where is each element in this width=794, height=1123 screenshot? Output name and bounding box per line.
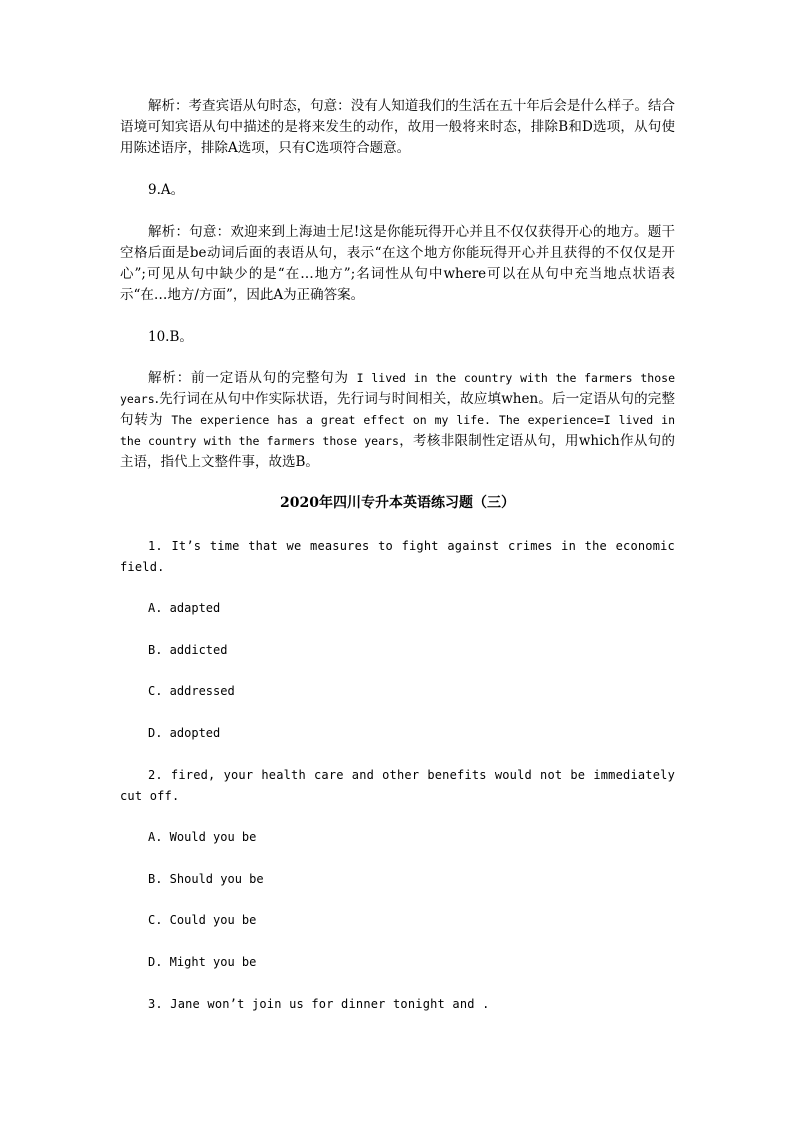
explanation-10 — [120, 368, 675, 473]
explanation-10-part1: 解析：前一定语从句的完整句为 — [148, 370, 349, 386]
question-2-stem: 2. fired, your health care and other benefits would not be immediately cut off. — [120, 768, 675, 803]
question-2-option-a: A. Would you be — [148, 830, 257, 844]
explanation-10-part3: ，考核非限制性定语从句，用which作从句的主语，指代上文整件事，故选B。 — [120, 433, 675, 470]
question-2-option-d: D. Might you be — [148, 955, 257, 969]
question-1-option-b: B. addicted — [148, 643, 228, 657]
section-title: 2020年四川专升本英语练习题（三） — [280, 495, 515, 511]
answer-10: 10.B。 — [148, 329, 193, 345]
explanation-10-sentence1: I lived in the country with the farmers those years — [120, 371, 675, 406]
question-1-option-a: A. adapted — [148, 601, 221, 615]
question-1-stem: 1. It’s time that we measures to fight against crimes in the economic field. — [120, 539, 675, 574]
answer-9: 9.A。 — [148, 182, 185, 198]
explanation-8: 解析：考查宾语从句时态，句意：没有人知道我们的生活在五十年后会是什么样子。结合语境可知宾语从句中描述的是将来发生的动作，故用一般将来时态，排除B和D选项，从句使用陈述语序，排除A选项，只有C选项符合题意。 — [120, 98, 675, 156]
explanation-10-sentence2: The experience has a great effect on my life. The experience=I lived in the country with the farmers those years — [120, 413, 675, 448]
explanation-10-part2: .先行词在从句中作实际状语，先行词与时间相关，故应填when。后一定语从句的完整句转为 — [120, 391, 675, 428]
explanation-9: 解析：句意：欢迎来到上海迪士尼!这是你能玩得开心并且不仅仅获得开心的地方。题干空格后面是be动词后面的表语从句，表示“在这个地方你能玩得开心并且获得的不仅仅是开心”;可见从句中缺少的是“在…地方”;名词性从句中where可以在从句中充当地点状语表示“在…地方/方面”，因此A为正确答案。 — [120, 224, 675, 303]
question-2-option-b: B. Should you be — [148, 872, 264, 886]
question-3-stem: 3. Jane won’t join us for dinner tonight and . — [148, 997, 490, 1011]
question-1-option-c: C. addressed — [148, 684, 235, 698]
question-2-option-c: C. Could you be — [148, 913, 257, 927]
question-1-option-d: D. adopted — [148, 726, 221, 740]
